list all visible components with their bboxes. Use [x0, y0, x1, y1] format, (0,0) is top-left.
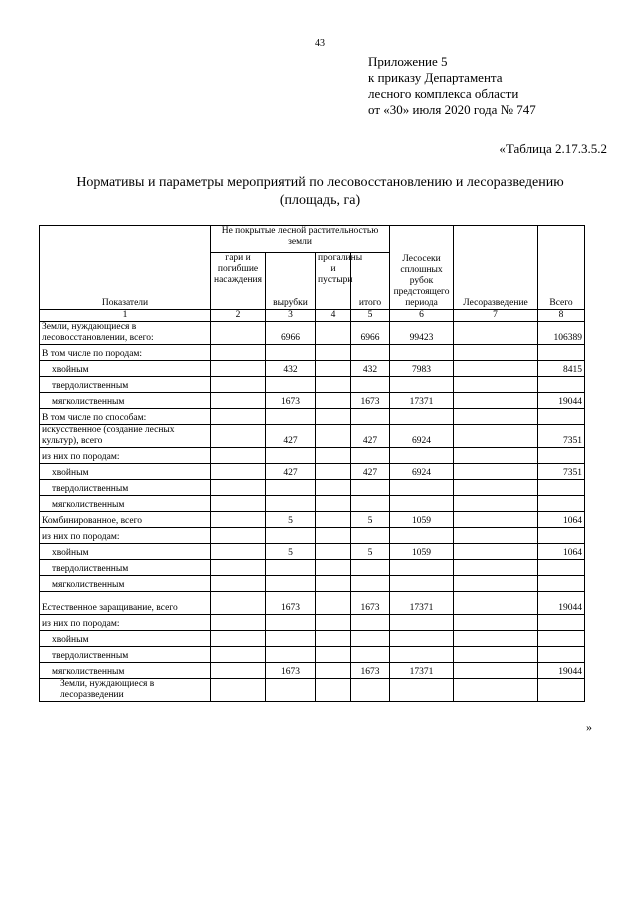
cell-col-4: [316, 560, 351, 576]
cell-col-4: [316, 409, 351, 425]
cell-col-8: [538, 345, 585, 361]
cell-col-8: [538, 448, 585, 464]
cell-col-5: 432: [351, 361, 390, 377]
title-line: (площадь, га): [279, 193, 361, 208]
cell-col-7: [454, 592, 538, 615]
appendix-line: Приложение 5: [368, 54, 448, 69]
cell-col-6: 1059: [390, 512, 454, 528]
cell-col-3: [266, 679, 316, 702]
document-title: [20, 174, 620, 210]
table-row: [40, 592, 585, 615]
cell-col-7: [454, 322, 538, 345]
cell-col-3: 6966: [266, 322, 316, 345]
closing-mark: »: [586, 720, 592, 734]
title-line: Нормативы и параметры мероприятий по лесовосстановлению и лесоразведению: [76, 175, 564, 190]
row-label: хвойным: [40, 631, 211, 647]
cell-col-2: [211, 679, 266, 702]
cell-col-3: [266, 560, 316, 576]
cell-col-2: [211, 425, 266, 448]
table-row: [40, 345, 585, 361]
header-burnt: гари и погибшие насаждения: [211, 253, 266, 310]
header-uncovered-group: Не покрытые лесной растительностью земли: [211, 226, 390, 253]
cell-col-7: [454, 409, 538, 425]
table-row: [40, 496, 585, 512]
cell-col-3: [266, 528, 316, 544]
cell-col-2: [211, 631, 266, 647]
cell-col-2: [211, 576, 266, 592]
column-number: 8: [538, 310, 585, 322]
header-total: итого: [351, 253, 390, 310]
cell-col-5: [351, 631, 390, 647]
cell-col-6: [390, 377, 454, 393]
cell-col-6: [390, 679, 454, 702]
cell-col-5: 427: [351, 464, 390, 480]
cell-col-7: [454, 663, 538, 679]
row-label: хвойным: [40, 464, 211, 480]
header-all: Всего: [538, 226, 585, 310]
row-label: твердолиственным: [40, 377, 211, 393]
cell-col-2: [211, 592, 266, 615]
table-row: [40, 464, 585, 480]
cell-col-5: [351, 615, 390, 631]
cell-col-4: [316, 528, 351, 544]
cell-col-3: [266, 647, 316, 663]
cell-col-6: [390, 576, 454, 592]
cell-col-5: [351, 480, 390, 496]
column-number: 2: [211, 310, 266, 322]
page-number: 43: [315, 38, 325, 49]
cell-col-4: [316, 345, 351, 361]
cell-col-3: 1673: [266, 592, 316, 615]
cell-col-7: [454, 393, 538, 409]
cell-col-6: [390, 631, 454, 647]
row-label: В том числе по породам:: [40, 345, 211, 361]
cell-col-2: [211, 409, 266, 425]
table-row: [40, 544, 585, 560]
table-row: [40, 377, 585, 393]
cell-col-3: [266, 448, 316, 464]
cell-col-5: [351, 448, 390, 464]
cell-col-3: [266, 409, 316, 425]
row-label: мягколиственным: [40, 576, 211, 592]
cell-col-7: [454, 345, 538, 361]
cell-col-2: [211, 615, 266, 631]
row-label: твердолиственным: [40, 560, 211, 576]
cell-col-8: [538, 480, 585, 496]
cell-col-5: 6966: [351, 322, 390, 345]
row-label: хвойным: [40, 361, 211, 377]
cell-col-8: [538, 496, 585, 512]
cell-col-2: [211, 496, 266, 512]
appendix-line: лесного комплекса области: [368, 86, 519, 101]
table-row: [40, 647, 585, 663]
row-label: мягколиственным: [40, 496, 211, 512]
cell-col-7: [454, 528, 538, 544]
column-number: 6: [390, 310, 454, 322]
cell-col-7: [454, 560, 538, 576]
cell-col-2: [211, 512, 266, 528]
cell-col-2: [211, 560, 266, 576]
cell-col-3: 5: [266, 512, 316, 528]
cell-col-2: [211, 480, 266, 496]
cell-col-7: [454, 361, 538, 377]
cell-col-8: [538, 377, 585, 393]
table-row: [40, 409, 585, 425]
cell-col-7: [454, 464, 538, 480]
row-label: из них по породам:: [40, 448, 211, 464]
table-row: [40, 576, 585, 592]
cell-col-5: [351, 496, 390, 512]
table-row: [40, 663, 585, 679]
table-row: [40, 361, 585, 377]
cell-col-5: [351, 409, 390, 425]
cell-col-3: [266, 480, 316, 496]
table-row: [40, 560, 585, 576]
cell-col-3: [266, 615, 316, 631]
cell-col-6: 17371: [390, 592, 454, 615]
header-glades: прогалины и пустыри: [316, 253, 351, 310]
cell-col-8: [538, 528, 585, 544]
column-number: 1: [40, 310, 211, 322]
cell-col-3: [266, 576, 316, 592]
header-row: [40, 226, 585, 253]
cell-col-5: [351, 560, 390, 576]
cell-col-8: 7351: [538, 464, 585, 480]
header-clearings: вырубки: [266, 253, 316, 310]
cell-col-7: [454, 425, 538, 448]
header-indicators: Показатели: [40, 226, 211, 310]
cell-col-4: [316, 679, 351, 702]
cell-col-6: [390, 560, 454, 576]
cell-col-6: 6924: [390, 425, 454, 448]
column-number-row: [40, 310, 585, 322]
row-label: Естественное заращивание, всего: [40, 592, 211, 615]
cell-col-7: [454, 512, 538, 528]
cell-col-8: 19044: [538, 663, 585, 679]
header-afforestation: Лесоразведение: [454, 226, 538, 310]
cell-col-4: [316, 448, 351, 464]
cell-col-4: [316, 393, 351, 409]
cell-col-3: 427: [266, 464, 316, 480]
cell-col-3: 1673: [266, 393, 316, 409]
cell-col-3: [266, 345, 316, 361]
cell-col-6: [390, 480, 454, 496]
cell-col-5: 5: [351, 512, 390, 528]
cell-col-5: [351, 528, 390, 544]
table-row: [40, 448, 585, 464]
table-row: [40, 393, 585, 409]
cell-col-8: [538, 615, 585, 631]
cell-col-8: [538, 560, 585, 576]
cell-col-5: 427: [351, 425, 390, 448]
cell-col-3: [266, 496, 316, 512]
row-label: из них по породам:: [40, 615, 211, 631]
cell-col-6: 17371: [390, 663, 454, 679]
cell-col-5: 1673: [351, 393, 390, 409]
cell-col-4: [316, 576, 351, 592]
table-row: [40, 480, 585, 496]
cell-col-8: 1064: [538, 544, 585, 560]
cell-col-4: [316, 512, 351, 528]
data-table: [39, 225, 585, 702]
row-label: твердолиственным: [40, 647, 211, 663]
row-label: Земли, нуждающиеся в лесоразведении: [40, 679, 211, 702]
cell-col-3: 427: [266, 425, 316, 448]
cell-col-2: [211, 377, 266, 393]
cell-col-8: [538, 647, 585, 663]
cell-col-8: [538, 409, 585, 425]
cell-col-3: [266, 631, 316, 647]
column-number: 7: [454, 310, 538, 322]
cell-col-2: [211, 322, 266, 345]
cell-col-8: 7351: [538, 425, 585, 448]
cell-col-5: [351, 679, 390, 702]
cell-col-4: [316, 592, 351, 615]
cell-col-4: [316, 464, 351, 480]
cell-col-8: [538, 679, 585, 702]
cell-col-6: [390, 647, 454, 663]
cell-col-7: [454, 448, 538, 464]
cell-col-4: [316, 647, 351, 663]
cell-col-4: [316, 480, 351, 496]
cell-col-3: 5: [266, 544, 316, 560]
cell-col-7: [454, 496, 538, 512]
table-id: «Таблица 2.17.3.5.2: [499, 141, 607, 156]
cell-col-3: 432: [266, 361, 316, 377]
cell-col-6: 17371: [390, 393, 454, 409]
row-label: мягколиственным: [40, 393, 211, 409]
cell-col-7: [454, 615, 538, 631]
cell-col-4: [316, 496, 351, 512]
cell-col-5: 5: [351, 544, 390, 560]
cell-col-5: [351, 377, 390, 393]
cell-col-2: [211, 663, 266, 679]
column-number: 4: [316, 310, 351, 322]
row-label: твердолиственным: [40, 480, 211, 496]
table-row: [40, 528, 585, 544]
cell-col-4: [316, 663, 351, 679]
cell-col-5: [351, 345, 390, 361]
cell-col-6: 99423: [390, 322, 454, 345]
cell-col-4: [316, 377, 351, 393]
cell-col-5: 1673: [351, 663, 390, 679]
table-row: [40, 679, 585, 702]
row-label: Комбинированное, всего: [40, 512, 211, 528]
table-row: [40, 322, 585, 345]
cell-col-8: [538, 631, 585, 647]
cell-col-5: 1673: [351, 592, 390, 615]
table-row: [40, 615, 585, 631]
cell-col-2: [211, 393, 266, 409]
cell-col-2: [211, 544, 266, 560]
cell-col-5: [351, 576, 390, 592]
appendix-block: [368, 54, 536, 118]
cell-col-7: [454, 631, 538, 647]
column-number: 5: [351, 310, 390, 322]
cell-col-7: [454, 679, 538, 702]
cell-col-8: [538, 576, 585, 592]
cell-col-6: 6924: [390, 464, 454, 480]
cell-col-4: [316, 425, 351, 448]
cell-col-6: 1059: [390, 544, 454, 560]
cell-col-7: [454, 647, 538, 663]
cell-col-2: [211, 361, 266, 377]
cell-col-4: [316, 615, 351, 631]
cell-col-8: 1064: [538, 512, 585, 528]
cell-col-8: 8415: [538, 361, 585, 377]
cell-col-7: [454, 377, 538, 393]
row-label: хвойным: [40, 544, 211, 560]
cell-col-8: 19044: [538, 393, 585, 409]
appendix-line: от «30» июля 2020 года № 747: [368, 102, 536, 117]
cell-col-2: [211, 345, 266, 361]
cell-col-6: [390, 409, 454, 425]
cell-col-7: [454, 544, 538, 560]
cell-col-6: [390, 448, 454, 464]
cell-col-6: [390, 615, 454, 631]
cell-col-8: 19044: [538, 592, 585, 615]
row-label: Земли, нуждающиеся в лесовосстановлении, всего:: [40, 322, 211, 345]
cell-col-6: [390, 528, 454, 544]
cell-col-4: [316, 322, 351, 345]
cell-col-2: [211, 647, 266, 663]
table-row: [40, 631, 585, 647]
cell-col-6: [390, 496, 454, 512]
cell-col-2: [211, 464, 266, 480]
cell-col-3: 1673: [266, 663, 316, 679]
cell-col-2: [211, 528, 266, 544]
cell-col-4: [316, 544, 351, 560]
cell-col-3: [266, 377, 316, 393]
cell-col-4: [316, 361, 351, 377]
row-label: из них по породам:: [40, 528, 211, 544]
header-logging-sites: Лесосеки сплошных рубок предстоящего периода: [390, 226, 454, 310]
row-label: искусственное (создание лесных культур), всего: [40, 425, 211, 448]
cell-col-2: [211, 448, 266, 464]
column-number: 3: [266, 310, 316, 322]
appendix-line: к приказу Департамента: [368, 70, 503, 85]
cell-col-8: 106389: [538, 322, 585, 345]
table-row: [40, 425, 585, 448]
row-label: В том числе по способам:: [40, 409, 211, 425]
cell-col-5: [351, 647, 390, 663]
row-label: мягколиственным: [40, 663, 211, 679]
cell-col-7: [454, 576, 538, 592]
cell-col-7: [454, 480, 538, 496]
cell-col-6: [390, 345, 454, 361]
cell-col-4: [316, 631, 351, 647]
cell-col-6: 7983: [390, 361, 454, 377]
table-row: [40, 512, 585, 528]
